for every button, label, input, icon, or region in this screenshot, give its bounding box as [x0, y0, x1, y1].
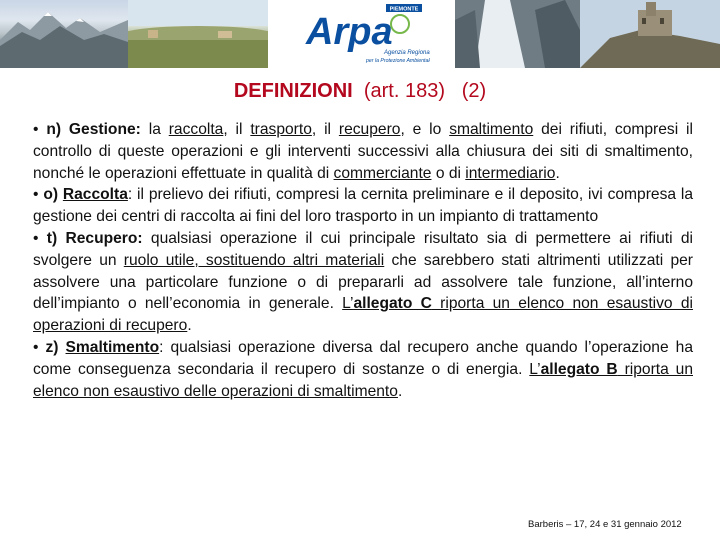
mountains-illustration — [0, 0, 128, 68]
term-commerciante: commerciante — [333, 164, 432, 182]
title-article-ref: (art. 183) — [363, 80, 446, 102]
bullet: • — [33, 338, 39, 356]
text-segment: . — [555, 164, 560, 182]
definition-t-head: t) Recupero: — [46, 229, 143, 247]
abbey-photo — [580, 0, 720, 68]
definition-n — [33, 119, 693, 184]
term-trasporto: trasporto — [250, 121, 312, 138]
arpa-logo-graphic — [300, 2, 430, 68]
text-segment: . — [187, 317, 192, 335]
bullet: • — [33, 121, 39, 138]
svg-text:per la Protezione Ambientale: per la Protezione Ambientale — [366, 58, 430, 64]
waterfall-photo — [455, 0, 580, 68]
allegato-b-text: riporta un elenco non esaustivo delle operazioni di smaltimento — [33, 360, 693, 400]
bullet: • — [33, 186, 39, 204]
text-segment: , e lo — [400, 121, 450, 138]
arpa-logo — [300, 2, 430, 68]
svg-text:PIEMONTE: PIEMONTE — [389, 6, 419, 13]
definition-z — [33, 337, 693, 402]
definition-z-term: Smaltimento — [65, 338, 160, 356]
title-main: DEFINIZIONI — [233, 80, 353, 102]
text-segment: , il — [223, 121, 251, 138]
bullet: • — [33, 229, 39, 247]
text-segment: . — [397, 382, 403, 400]
text-segment: la — [140, 121, 169, 138]
text-segment: qualsiasi operazione il cui principale risultato sia di permettere ai rifiuti di svolgere un — [33, 229, 693, 269]
slide-title — [0, 80, 720, 103]
term-raccolta: raccolta — [168, 121, 224, 138]
svg-text:Agenzia Regionale: Agenzia Regionale — [384, 50, 430, 56]
definition-n-head: n) Gestione: — [46, 121, 141, 138]
definitions-body — [33, 119, 693, 402]
text-segment: dei rifiuti, compresi il controllo di queste operazioni e gli interventi successivi alla chiusura dei siti di smaltimento, nonché le operazioni effettuate in qualità di — [33, 121, 693, 182]
allegato-b-label: allegato B — [540, 360, 618, 378]
countryside-illustration — [128, 0, 268, 68]
definition-t — [33, 228, 693, 337]
term-intermediario: intermediario — [465, 164, 556, 182]
term-recupero: recupero — [338, 121, 401, 138]
definition-o-term: Raccolta — [62, 186, 128, 204]
text-segment: o di — [431, 164, 466, 182]
allegato-c-label: allegato C — [353, 295, 432, 313]
svg-text:Arpa: Arpa — [306, 11, 393, 53]
text-segment: : qualsiasi operazione diversa dal recupero anche quando l’operazione ha come conseguenza secondaria il recupero di sostanze o di energia. — [33, 338, 693, 378]
allegato-c-ref: L’ — [342, 295, 354, 313]
mountains-photo — [0, 0, 128, 68]
waterfall-illustration — [455, 0, 580, 68]
footer-credit: Barberis – 17, 24 e 31 gennaio 2012 — [528, 519, 682, 530]
text-segment: , il — [311, 121, 339, 138]
header-banner — [0, 0, 720, 72]
text-segment: : il prelievo dei rifiuti, compresi la cernita preliminare e il deposito, ivi compresa la gestione dei centri di raccolta ai fini del loro trasporto in un impianto di trattamento — [33, 186, 694, 226]
term-smaltimento: smaltimento — [449, 121, 534, 138]
allegato-b-ref: L’ — [529, 360, 541, 378]
definition-o — [33, 184, 693, 228]
definition-o-head: o) — [43, 186, 63, 204]
definition-z-head: z) — [45, 338, 66, 356]
term-ruolo-utile: ruolo utile, sostituendo altri materiali — [123, 251, 385, 269]
countryside-photo — [128, 0, 268, 68]
text-segment: che sarebbero stati altrimenti utilizzati per assolvere una particolare funzione o di prepararli ad assolvere tale funzione, all’interno dell’impianto o nell’economia in generale. — [33, 251, 693, 313]
title-number: (2) — [461, 80, 487, 102]
abbey-illustration — [580, 0, 720, 68]
allegato-c-text: riporta un elenco non esaustivo di operazioni di recupero — [33, 295, 693, 335]
